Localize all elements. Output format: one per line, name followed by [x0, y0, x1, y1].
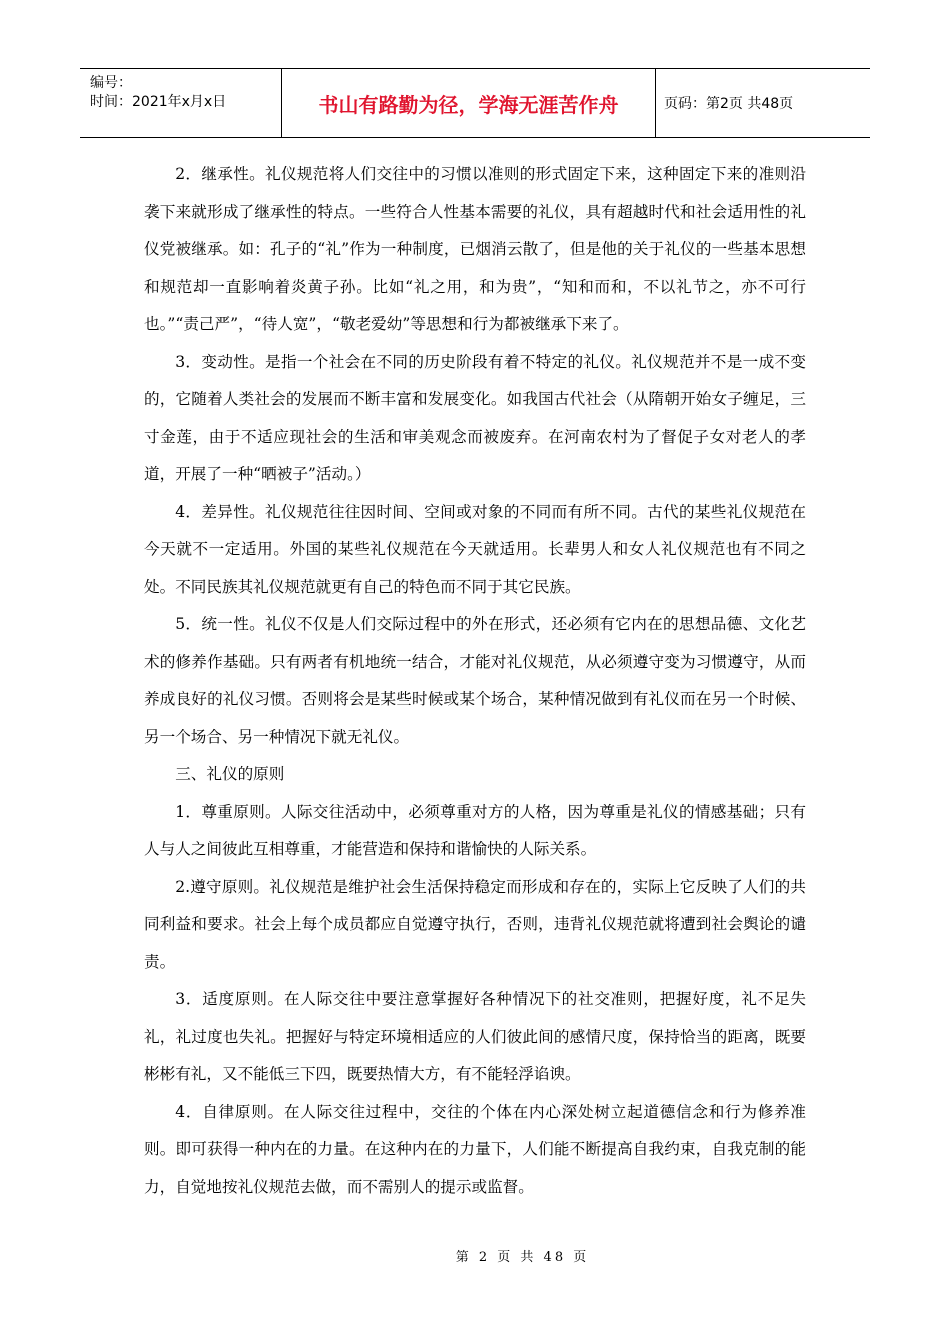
section-heading-principles: 三、礼仪的原则	[175, 765, 285, 783]
header-page-cell	[656, 69, 870, 137]
paragraph-unity: 5．统一性。礼仪不仅是人们交际过程中的外在形式，还必须有它内在的思想品德、文化艺术的修养作基础。只有两者有机地统一结合，才能对礼仪规范，从必须遵守变为习惯遵守，从而养成良好的礼仪习惯。否则将会是某些时候或某个场合，某种情况做到有礼仪而在另一个时候、另一个场合、另一种情况下就无礼仪。	[144, 615, 806, 746]
page-header	[80, 68, 870, 138]
footer-page-number: 第 2 页 共 48 页	[455, 1250, 590, 1265]
header-page-info: 页码：第2页 共48页	[664, 96, 794, 112]
page-footer	[0, 1246, 950, 1265]
paragraph-self-discipline: 4．自律原则。在人际交往过程中，交往的个体在内心深处树立起道德信念和行为修养准则。即可获得一种内在的力量。在这种内在的力量下，人们能不断提高自我约束，自我克制的能力，自觉地按礼仪规范去做，而不需别人的提示或监督。	[144, 1102, 806, 1196]
document-number-label: 编号：	[90, 75, 132, 91]
paragraph-difference: 4．差异性。礼仪规范往往因时间、空间或对象的不同而有所不同。古代的某些礼仪规范在今天就不一定适用。外国的某些礼仪规范在今天就适用。长辈男人和女人礼仪规范也有不同之处。不同民族其礼仪规范就更有自己的特色而不同于其它民族。	[144, 502, 806, 596]
paragraph-compliance: 2.遵守原则。礼仪规范是维护社会生活保持稳定而形成和存在的，实际上它反映了人们的共同利益和要求。社会上每个成员都应自觉遵守执行，否则，违背礼仪规范就将遭到社会舆论的谴责。	[144, 877, 806, 971]
header-meta-cell	[80, 69, 282, 137]
document-body	[144, 156, 806, 1206]
paragraph-variability: 3．变动性。是指一个社会在不同的历史阶段有着不特定的礼仪。礼仪规范并不是一成不变的，它随着人类社会的发展而不断丰富和发展变化。如我国古代社会（从隋朝开始女子缠足，三寸金莲，由于不适应现社会的生活和审美观念而被废弃。在河南农村为了督促子女对老人的孝道，开展了一种“晒被子”活动。）	[144, 352, 806, 483]
header-motto: 书山有路勤为径，学海无涯苦作舟	[318, 92, 619, 117]
paragraph-inheritance: 2．继承性。礼仪规范将人们交往中的习惯以准则的形式固定下来，这种固定下来的准则沿袭下来就形成了继承性的特点。一些符合人性基本需要的礼仪，具有超越时代和社会适用性的礼仪党被继承。如：孔子的“礼”作为一种制度，已烟消云散了，但是他的关于礼仪的一些基本思想和规范却一直影响着炎黄子孙。比如“礼之用，和为贵”，“知和而和，不以礼节之，亦不可行也。”“责己严”，“待人宽”，“敬老爱幼”等思想和行为都被继承下来了。	[144, 165, 806, 333]
paragraph-moderation: 3．适度原则。在人际交往中要注意掌握好各种情况下的社交准则，把握好度，礼不足失礼，礼过度也失礼。把握好与特定环境相适应的人们彼此间的感情尺度，保持恰当的距离，既要彬彬有礼，又不能低三下四，既要热情大方，有不能轻浮谄谀。	[144, 990, 806, 1083]
document-date-label: 时间：2021年x月x日	[90, 94, 227, 110]
header-motto-cell	[282, 69, 656, 137]
paragraph-respect: 1．尊重原则。人际交往活动中，必须尊重对方的人格，因为尊重是礼仪的情感基础；只有人与人之间彼此互相尊重，才能营造和保持和谐愉快的人际关系。	[144, 802, 806, 858]
